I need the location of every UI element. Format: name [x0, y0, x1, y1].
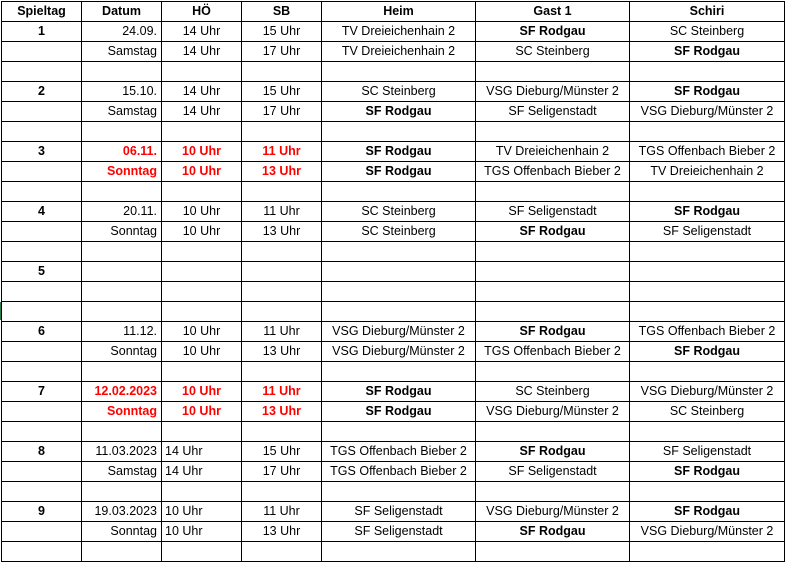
- cell-hoe[interactable]: 10 Uhr: [162, 222, 242, 242]
- cell-heim[interactable]: VSG Dieburg/Münster 2: [322, 322, 476, 342]
- table-row: [2, 502, 785, 522]
- cell-schiri[interactable]: SF Rodgau: [630, 462, 785, 482]
- cell-heim[interactable]: TV Dreieichenhain 2: [322, 22, 476, 42]
- cell-hoe[interactable]: 10 Uhr: [162, 402, 242, 422]
- cell-spieltag[interactable]: [2, 162, 82, 182]
- cell-heim[interactable]: VSG Dieburg/Münster 2: [322, 342, 476, 362]
- cell-sb[interactable]: 11 Uhr: [242, 382, 322, 402]
- cell-hoe[interactable]: 14 Uhr: [162, 102, 242, 122]
- empty-cell[interactable]: [82, 182, 162, 202]
- table-row: [2, 222, 785, 242]
- cell-spieltag[interactable]: [2, 102, 82, 122]
- empty-cell[interactable]: [242, 62, 322, 82]
- cell-gast[interactable]: [476, 262, 630, 282]
- empty-cell[interactable]: [162, 422, 242, 442]
- empty-cell[interactable]: [476, 282, 630, 302]
- empty-cell[interactable]: [242, 422, 322, 442]
- empty-cell[interactable]: [322, 362, 476, 382]
- cell-datum[interactable]: Sonntag: [82, 162, 162, 182]
- empty-cell[interactable]: [630, 182, 785, 202]
- empty-cell[interactable]: [322, 282, 476, 302]
- cell-heim[interactable]: TGS Offenbach Bieber 2: [322, 442, 476, 462]
- empty-cell[interactable]: [630, 362, 785, 382]
- empty-cell[interactable]: [630, 122, 785, 142]
- header-gast[interactable]: Gast 1: [476, 2, 630, 22]
- cell-datum[interactable]: 11.03.2023: [82, 442, 162, 462]
- empty-cell[interactable]: [162, 362, 242, 382]
- empty-cell[interactable]: [476, 302, 630, 322]
- cell-gast[interactable]: VSG Dieburg/Münster 2: [476, 402, 630, 422]
- cell-datum[interactable]: 20.11.: [82, 202, 162, 222]
- spacer-row: [2, 302, 785, 322]
- cell-datum[interactable]: 11.12.: [82, 322, 162, 342]
- cell-hoe[interactable]: 10 Uhr: [162, 202, 242, 222]
- cell-heim[interactable]: SF Rodgau: [322, 142, 476, 162]
- cell-spieltag[interactable]: 4: [2, 202, 82, 222]
- table-row: [2, 442, 785, 462]
- header-schiri[interactable]: Schiri: [630, 2, 785, 22]
- cell-heim[interactable]: SF Rodgau: [322, 102, 476, 122]
- empty-cell[interactable]: [630, 282, 785, 302]
- cell-gast[interactable]: SF Seligenstadt: [476, 202, 630, 222]
- cell-datum[interactable]: Sonntag: [82, 402, 162, 422]
- cell-datum[interactable]: Samstag: [82, 462, 162, 482]
- empty-cell[interactable]: [82, 302, 162, 322]
- empty-cell[interactable]: [630, 242, 785, 262]
- empty-cell[interactable]: [322, 182, 476, 202]
- cell-gast[interactable]: SF Rodgau: [476, 522, 630, 542]
- empty-cell[interactable]: [242, 242, 322, 262]
- empty-cell[interactable]: [82, 122, 162, 142]
- header-row: [2, 2, 785, 22]
- cell-gast[interactable]: TGS Offenbach Bieber 2: [476, 162, 630, 182]
- empty-cell[interactable]: [322, 242, 476, 262]
- cell-datum[interactable]: Sonntag: [82, 222, 162, 242]
- table-row: [2, 82, 785, 102]
- cell-heim[interactable]: SC Steinberg: [322, 222, 476, 242]
- empty-cell[interactable]: [630, 422, 785, 442]
- cell-gast[interactable]: SF Seligenstadt: [476, 462, 630, 482]
- empty-cell[interactable]: [2, 62, 82, 82]
- empty-cell[interactable]: [162, 62, 242, 82]
- header-sb[interactable]: SB: [242, 2, 322, 22]
- table-row: [2, 202, 785, 222]
- table-row: [2, 342, 785, 362]
- empty-cell[interactable]: [322, 62, 476, 82]
- cell-spieltag[interactable]: [2, 402, 82, 422]
- empty-cell[interactable]: [322, 422, 476, 442]
- empty-cell[interactable]: [476, 242, 630, 262]
- empty-cell[interactable]: [82, 362, 162, 382]
- cell-heim[interactable]: SF Rodgau: [322, 402, 476, 422]
- table-row: [2, 462, 785, 482]
- cell-hoe[interactable]: 14 Uhr: [162, 22, 242, 42]
- cell-schiri[interactable]: VSG Dieburg/Münster 2: [630, 522, 785, 542]
- cell-gast[interactable]: VSG Dieburg/Münster 2: [476, 502, 630, 522]
- empty-cell[interactable]: [476, 62, 630, 82]
- table-row: [2, 142, 785, 162]
- cell-gast[interactable]: TV Dreieichenhain 2: [476, 142, 630, 162]
- cell-datum[interactable]: Samstag: [82, 102, 162, 122]
- cell-schiri[interactable]: SF Rodgau: [630, 502, 785, 522]
- cell-sb[interactable]: 15 Uhr: [242, 22, 322, 42]
- empty-cell[interactable]: [476, 122, 630, 142]
- empty-cell[interactable]: [2, 242, 82, 262]
- cell-spieltag[interactable]: 6: [2, 322, 82, 342]
- cell-datum[interactable]: 15.10.: [82, 82, 162, 102]
- cell-gast[interactable]: SF Rodgau: [476, 22, 630, 42]
- empty-cell[interactable]: [2, 482, 82, 502]
- empty-cell[interactable]: [2, 122, 82, 142]
- empty-cell[interactable]: [322, 122, 476, 142]
- cell-schiri[interactable]: TGS Offenbach Bieber 2: [630, 142, 785, 162]
- cell-schiri[interactable]: SF Seligenstadt: [630, 222, 785, 242]
- header-datum[interactable]: Datum: [82, 2, 162, 22]
- cell-heim[interactable]: SF Seligenstadt: [322, 522, 476, 542]
- cell-sb[interactable]: 15 Uhr: [242, 82, 322, 102]
- cell-spieltag[interactable]: 2: [2, 82, 82, 102]
- empty-cell[interactable]: [242, 542, 322, 562]
- cell-schiri[interactable]: VSG Dieburg/Münster 2: [630, 102, 785, 122]
- cell-gast[interactable]: SF Seligenstadt: [476, 102, 630, 122]
- cell-sb[interactable]: 11 Uhr: [242, 202, 322, 222]
- table-row: [2, 42, 785, 62]
- cell-datum[interactable]: 12.02.2023: [82, 382, 162, 402]
- cell-datum[interactable]: 19.03.2023: [82, 502, 162, 522]
- empty-cell[interactable]: [242, 482, 322, 502]
- empty-cell[interactable]: [630, 482, 785, 502]
- table-row: [2, 402, 785, 422]
- cell-schiri[interactable]: [630, 262, 785, 282]
- cell-spieltag[interactable]: [2, 42, 82, 62]
- cell-schiri[interactable]: SF Seligenstadt: [630, 442, 785, 462]
- cell-sb[interactable]: 17 Uhr: [242, 462, 322, 482]
- empty-cell[interactable]: [630, 542, 785, 562]
- empty-cell[interactable]: [2, 542, 82, 562]
- cell-spieltag[interactable]: 3: [2, 142, 82, 162]
- empty-cell[interactable]: [82, 242, 162, 262]
- cell-hoe[interactable]: 10 Uhr: [162, 522, 242, 542]
- cell-sb[interactable]: 17 Uhr: [242, 102, 322, 122]
- cell-datum[interactable]: Samstag: [82, 42, 162, 62]
- cell-hoe[interactable]: 10 Uhr: [162, 162, 242, 182]
- cell-sb[interactable]: 17 Uhr: [242, 42, 322, 62]
- cell-gast[interactable]: TGS Offenbach Bieber 2: [476, 342, 630, 362]
- cell-heim[interactable]: TGS Offenbach Bieber 2: [322, 462, 476, 482]
- cell-hoe[interactable]: [162, 262, 242, 282]
- empty-cell[interactable]: [2, 282, 82, 302]
- cell-spieltag[interactable]: [2, 462, 82, 482]
- cell-spieltag[interactable]: [2, 342, 82, 362]
- cell-schiri[interactable]: VSG Dieburg/Münster 2: [630, 382, 785, 402]
- cell-gast[interactable]: SC Steinberg: [476, 42, 630, 62]
- empty-cell[interactable]: [476, 182, 630, 202]
- table-row: [2, 322, 785, 342]
- cell-sb[interactable]: 11 Uhr: [242, 142, 322, 162]
- cell-spieltag[interactable]: 7: [2, 382, 82, 402]
- cell-datum[interactable]: Sonntag: [82, 522, 162, 542]
- cell-hoe[interactable]: 14 Uhr: [162, 442, 242, 462]
- cell-schiri[interactable]: SF Rodgau: [630, 82, 785, 102]
- empty-cell[interactable]: [82, 62, 162, 82]
- spacer-row: [2, 422, 785, 442]
- empty-cell[interactable]: [2, 422, 82, 442]
- spacer-row: [2, 122, 785, 142]
- empty-cell[interactable]: [242, 282, 322, 302]
- cell-gast[interactable]: SF Rodgau: [476, 442, 630, 462]
- spacer-row: [2, 482, 785, 502]
- cell-heim[interactable]: TV Dreieichenhain 2: [322, 42, 476, 62]
- cell-spieltag[interactable]: 1: [2, 22, 82, 42]
- cell-heim[interactable]: SC Steinberg: [322, 202, 476, 222]
- cell-sb[interactable]: 13 Uhr: [242, 402, 322, 422]
- empty-cell[interactable]: [630, 302, 785, 322]
- cell-sb[interactable]: 13 Uhr: [242, 162, 322, 182]
- table-row: [2, 22, 785, 42]
- cell-schiri[interactable]: SF Rodgau: [630, 202, 785, 222]
- empty-cell[interactable]: [2, 302, 82, 322]
- spacer-row: [2, 362, 785, 382]
- cell-hoe[interactable]: 10 Uhr: [162, 342, 242, 362]
- cell-gast[interactable]: SC Steinberg: [476, 382, 630, 402]
- cell-sb[interactable]: [242, 262, 322, 282]
- table-row: [2, 102, 785, 122]
- cell-spieltag[interactable]: 8: [2, 442, 82, 462]
- empty-cell[interactable]: [162, 542, 242, 562]
- cell-spieltag[interactable]: 9: [2, 502, 82, 522]
- table-row: [2, 382, 785, 402]
- empty-cell[interactable]: [322, 482, 476, 502]
- empty-cell[interactable]: [82, 482, 162, 502]
- cell-datum[interactable]: [82, 262, 162, 282]
- empty-cell[interactable]: [82, 422, 162, 442]
- cell-schiri[interactable]: TGS Offenbach Bieber 2: [630, 322, 785, 342]
- cell-hoe[interactable]: 10 Uhr: [162, 322, 242, 342]
- empty-cell[interactable]: [162, 482, 242, 502]
- cell-gast[interactable]: VSG Dieburg/Münster 2: [476, 82, 630, 102]
- cell-spieltag[interactable]: 5: [2, 262, 82, 282]
- empty-cell[interactable]: [162, 242, 242, 262]
- cell-datum[interactable]: Sonntag: [82, 342, 162, 362]
- cell-heim[interactable]: SF Rodgau: [322, 382, 476, 402]
- spacer-row: [2, 542, 785, 562]
- empty-cell[interactable]: [2, 362, 82, 382]
- cell-sb[interactable]: 15 Uhr: [242, 442, 322, 462]
- empty-cell[interactable]: [322, 302, 476, 322]
- spacer-row: [2, 182, 785, 202]
- empty-cell[interactable]: [162, 182, 242, 202]
- table-row: [2, 162, 785, 182]
- header-heim[interactable]: Heim: [322, 2, 476, 22]
- empty-cell[interactable]: [162, 122, 242, 142]
- cell-hoe[interactable]: 14 Uhr: [162, 82, 242, 102]
- empty-cell[interactable]: [2, 182, 82, 202]
- cell-hoe[interactable]: 14 Uhr: [162, 462, 242, 482]
- empty-cell[interactable]: [242, 302, 322, 322]
- empty-cell[interactable]: [162, 282, 242, 302]
- cell-schiri[interactable]: SC Steinberg: [630, 402, 785, 422]
- cell-schiri[interactable]: TV Dreieichenhain 2: [630, 162, 785, 182]
- cell-hoe[interactable]: 10 Uhr: [162, 502, 242, 522]
- empty-cell[interactable]: [476, 482, 630, 502]
- table-row: [2, 522, 785, 542]
- spacer-row: [2, 62, 785, 82]
- empty-cell[interactable]: [82, 542, 162, 562]
- table-row: [2, 262, 785, 282]
- schedule-table: [1, 1, 785, 562]
- empty-cell[interactable]: [476, 542, 630, 562]
- spacer-row: [2, 282, 785, 302]
- empty-cell[interactable]: [476, 422, 630, 442]
- header-spieltag[interactable]: Spieltag: [2, 2, 82, 22]
- cell-hoe[interactable]: 10 Uhr: [162, 142, 242, 162]
- cell-hoe[interactable]: 10 Uhr: [162, 382, 242, 402]
- spacer-row: [2, 242, 785, 262]
- empty-cell[interactable]: [476, 362, 630, 382]
- cell-datum[interactable]: 06.11.: [82, 142, 162, 162]
- cell-hoe[interactable]: 14 Uhr: [162, 42, 242, 62]
- empty-cell[interactable]: [242, 182, 322, 202]
- cell-heim[interactable]: [322, 262, 476, 282]
- empty-cell[interactable]: [82, 282, 162, 302]
- empty-cell[interactable]: [242, 362, 322, 382]
- cell-gast[interactable]: SF Rodgau: [476, 322, 630, 342]
- cell-heim[interactable]: SC Steinberg: [322, 82, 476, 102]
- cell-sb[interactable]: 13 Uhr: [242, 222, 322, 242]
- empty-cell[interactable]: [242, 122, 322, 142]
- cell-heim[interactable]: SF Rodgau: [322, 162, 476, 182]
- cell-gast[interactable]: SF Rodgau: [476, 222, 630, 242]
- empty-cell[interactable]: [322, 542, 476, 562]
- cell-schiri[interactable]: SC Steinberg: [630, 22, 785, 42]
- cell-sb[interactable]: 13 Uhr: [242, 342, 322, 362]
- header-hoe[interactable]: HÖ: [162, 2, 242, 22]
- cell-sb[interactable]: 11 Uhr: [242, 502, 322, 522]
- empty-cell[interactable]: [162, 302, 242, 322]
- cell-spieltag[interactable]: [2, 522, 82, 542]
- cell-spieltag[interactable]: [2, 222, 82, 242]
- empty-cell[interactable]: [630, 62, 785, 82]
- cell-schiri[interactable]: SF Rodgau: [630, 42, 785, 62]
- cell-datum[interactable]: 24.09.: [82, 22, 162, 42]
- cell-sb[interactable]: 11 Uhr: [242, 322, 322, 342]
- cell-heim[interactable]: SF Seligenstadt: [322, 502, 476, 522]
- cell-sb[interactable]: 13 Uhr: [242, 522, 322, 542]
- cell-schiri[interactable]: SF Rodgau: [630, 342, 785, 362]
